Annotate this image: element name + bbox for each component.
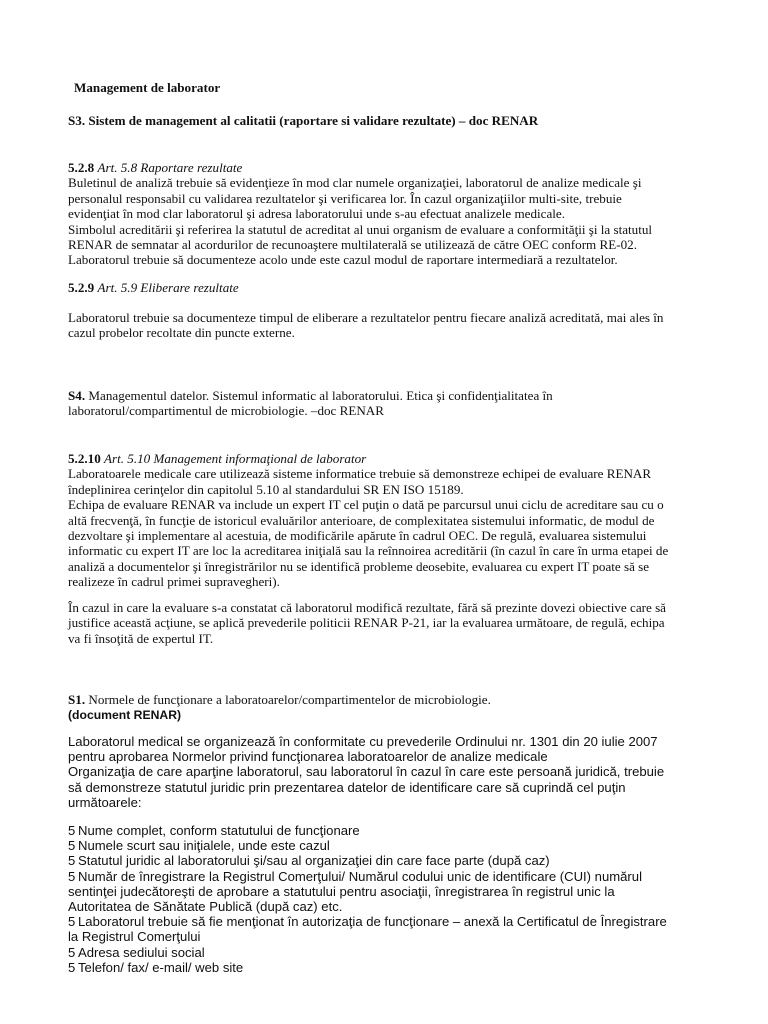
list-item-text: Laboratorul trebuie să fie menţionat în autorizaţia de funcţionare – anexă la Certificatul de Înregistrare [78,914,667,930]
paragraph-line: În cazul in care la evaluare s-a constatat că laboratorul modifică rezultate, fără să prezinte dovezi obiective care să [68,600,666,615]
section-5-2-9-heading [68,280,730,295]
list-item-continuation: la Registrul Comerţului [68,929,201,945]
section-number: 5.2.9 [68,280,95,295]
list-item-text: Telefon/ fax/ e-mail/ web site [78,959,244,975]
bullet-icon: 5 [68,868,76,884]
s4-heading [68,388,730,403]
s4-text: laboratorul/compartimentul de microbiologie. –doc RENAR [68,403,384,419]
s1-heading-text: Normele de funcţionare a laboratoarelor/compartimentelor de microbiologie. [88,692,491,707]
bullet-icon: 5 [68,959,76,975]
section-5-2-10 [68,451,730,590]
section-5-2-10-para2 [68,600,730,646]
s1-bullet-list [68,823,730,975]
bullet-icon: 5 [68,838,76,854]
list-item [68,960,730,975]
paragraph-line: dezvoltare şi implementare al acestuia, de modificările apărute în cadrul OEC. De regulă, evaluarea sistemului [68,528,647,544]
article-title: Art. 5.9 Eliberare rezultate [97,280,239,295]
paragraph-line: îndeplinirea cerinţelor din capitolul 5.10 al standardului SR EN ISO 15189. [68,481,464,497]
paragraph-line: va fi însoţită de expertul IT. [68,630,214,646]
paragraph-line: Laboratorul trebuie să documenteze acolo unde este cazul modul de raportare intermediară a rezultatelor. [68,252,618,268]
paragraph-line: justifice această acţiune, se aplică prevederile politicii RENAR P-21, iar la evaluarea următoare, de regulă, echipa [68,615,665,631]
paragraph-line: Laboratorul trebuie sa documenteze timpul de eliberare a rezultatelor pentru fiecare analiză acreditată, mai ales în [68,310,664,325]
paragraph-line: Organizaţia de care aparţine laboratorul, sau laboratorul în cazul în care este persoană juridică, trebuie [68,764,665,780]
paragraph-line: Laboratoarele medicale care utilizează sisteme informatice trebuie să demonstreze echipei de evaluare RENAR [68,466,652,482]
list-item-text: Numele scurt sau iniţialele, unde este cazul [78,838,330,854]
list-item-continuation: sentinţei judecătoreşti de aprobare a statutului pentru asociaţii, înregistrarea în registrul unic la [68,883,615,899]
article-title: Art. 5.10 Management informaţional de laborator [104,451,367,466]
s1-heading [68,692,730,707]
list-item [68,838,730,853]
list-item [68,853,730,868]
paragraph-line: Laboratorul medical se organizează în conformitate cu prevederile Ordinului nr. 1301 din 20 iulie 2007 [68,734,658,749]
s4-section [68,388,730,419]
paragraph-line: evidenţiat în mod clar laboratorul şi adresa laboratorului unde s-au efectuat analizele medicale. [68,206,565,222]
bullet-icon: 5 [68,944,76,960]
paragraph-line: RENAR de semnatar al acordurilor de recunoaştere multilaterală se utilizează de către OEC conform RE-02. [68,237,637,253]
list-item-continuation: Autoritatea de Sănătate Publică (după caz) etc. [68,899,343,915]
s1-heading-line [68,692,730,707]
bullet-icon: 5 [68,853,76,869]
list-item [68,869,730,884]
paragraph-line: informatic cu expert IT are loc la acreditarea iniţială sau la reînnoirea acreditării (în cazul în care în urma etapei de [68,543,669,559]
list-item [68,823,730,838]
paragraph-line: să demonstreze statutul juridic prin prezentarea datelor de identificare care să cuprindă cel puţin [68,779,626,795]
paragraph-line: analiză a documentelor şi înregistrărilor nu se identifică probleme deosebite, evaluarea cu expert IT poate să se [68,558,650,574]
paragraph-line: următoarele: [68,794,142,810]
list-item-text: Număr de înregistrare la Registrul Comerţului/ Numărul codului unic de identificare (CUI) numărul [78,868,642,884]
section-5-2-8 [68,160,730,268]
paragraph-line: realizeze în cadrul primei supravegheri). [68,574,280,590]
s4-text: Managementul datelor. Sistemul informatic al laboratorului. Etica şi confidenţialitatea în [88,388,553,403]
list-item [68,914,730,929]
s4-label: S4. [68,388,86,403]
list-item [68,945,730,960]
s1-label: S1. [68,692,86,707]
section-5-2-9 [68,280,730,295]
list-item-text: Adresa sediului social [78,944,205,960]
paragraph-line: pentru aprobarea Normelor privind funcţionarea laboratoarelor de analize medicale [68,749,548,765]
section-5-2-9-body [68,310,730,341]
section-5-2-8-heading [68,160,730,175]
paragraph-line: altă frecvenţă, în funcţie de istoricul evaluărilor anterioare, de complexitatea sistemului informatic, de modul de [68,512,655,528]
paragraph-line: personalul responsabil cu validarea rezultatelor şi verificarea lor. În cazul organizaţiilor multi-site, trebuie [68,190,622,206]
article-title: Art. 5.8 Raportare rezultate [97,160,243,175]
bullet-icon: 5 [68,823,76,838]
paragraph-line: Buletinul de analiză trebuie să evidenţieze în mod clar numele organizaţiei, laboratorul de analize medicale şi [68,175,642,191]
section-number: 5.2.10 [68,451,101,466]
s1-doc-label: (document RENAR) [68,708,182,722]
paragraph-line: cazul probelor recoltate din puncte externe. [68,325,295,341]
section-5-2-10-heading [68,451,730,466]
s3-heading [68,113,730,128]
paragraph-line: Echipa de evaluare RENAR va include un expert IT cel puţin o dată pe parcursul unui ciclu de acreditare sau cu o [68,497,664,513]
section-number: 5.2.8 [68,160,95,175]
list-item-text: Statutul juridic al laboratorului şi/sau al organizaţiei din care face parte (după caz) [78,853,550,869]
bullet-icon: 5 [68,914,76,930]
s3-heading-text: S3. Sistem de management al calitatii (raportare si validare rezultate) – doc RENAR [68,113,539,128]
list-item-text: Nume complet, conform statutului de funcţionare [78,823,360,838]
s1-body [68,734,730,810]
paragraph-line: Simbolul acreditării şi referirea la statutul de acreditat al unui organism de evaluare a conformităţii şi la statutul [68,221,653,237]
document-title: Management de laborator [74,80,221,95]
